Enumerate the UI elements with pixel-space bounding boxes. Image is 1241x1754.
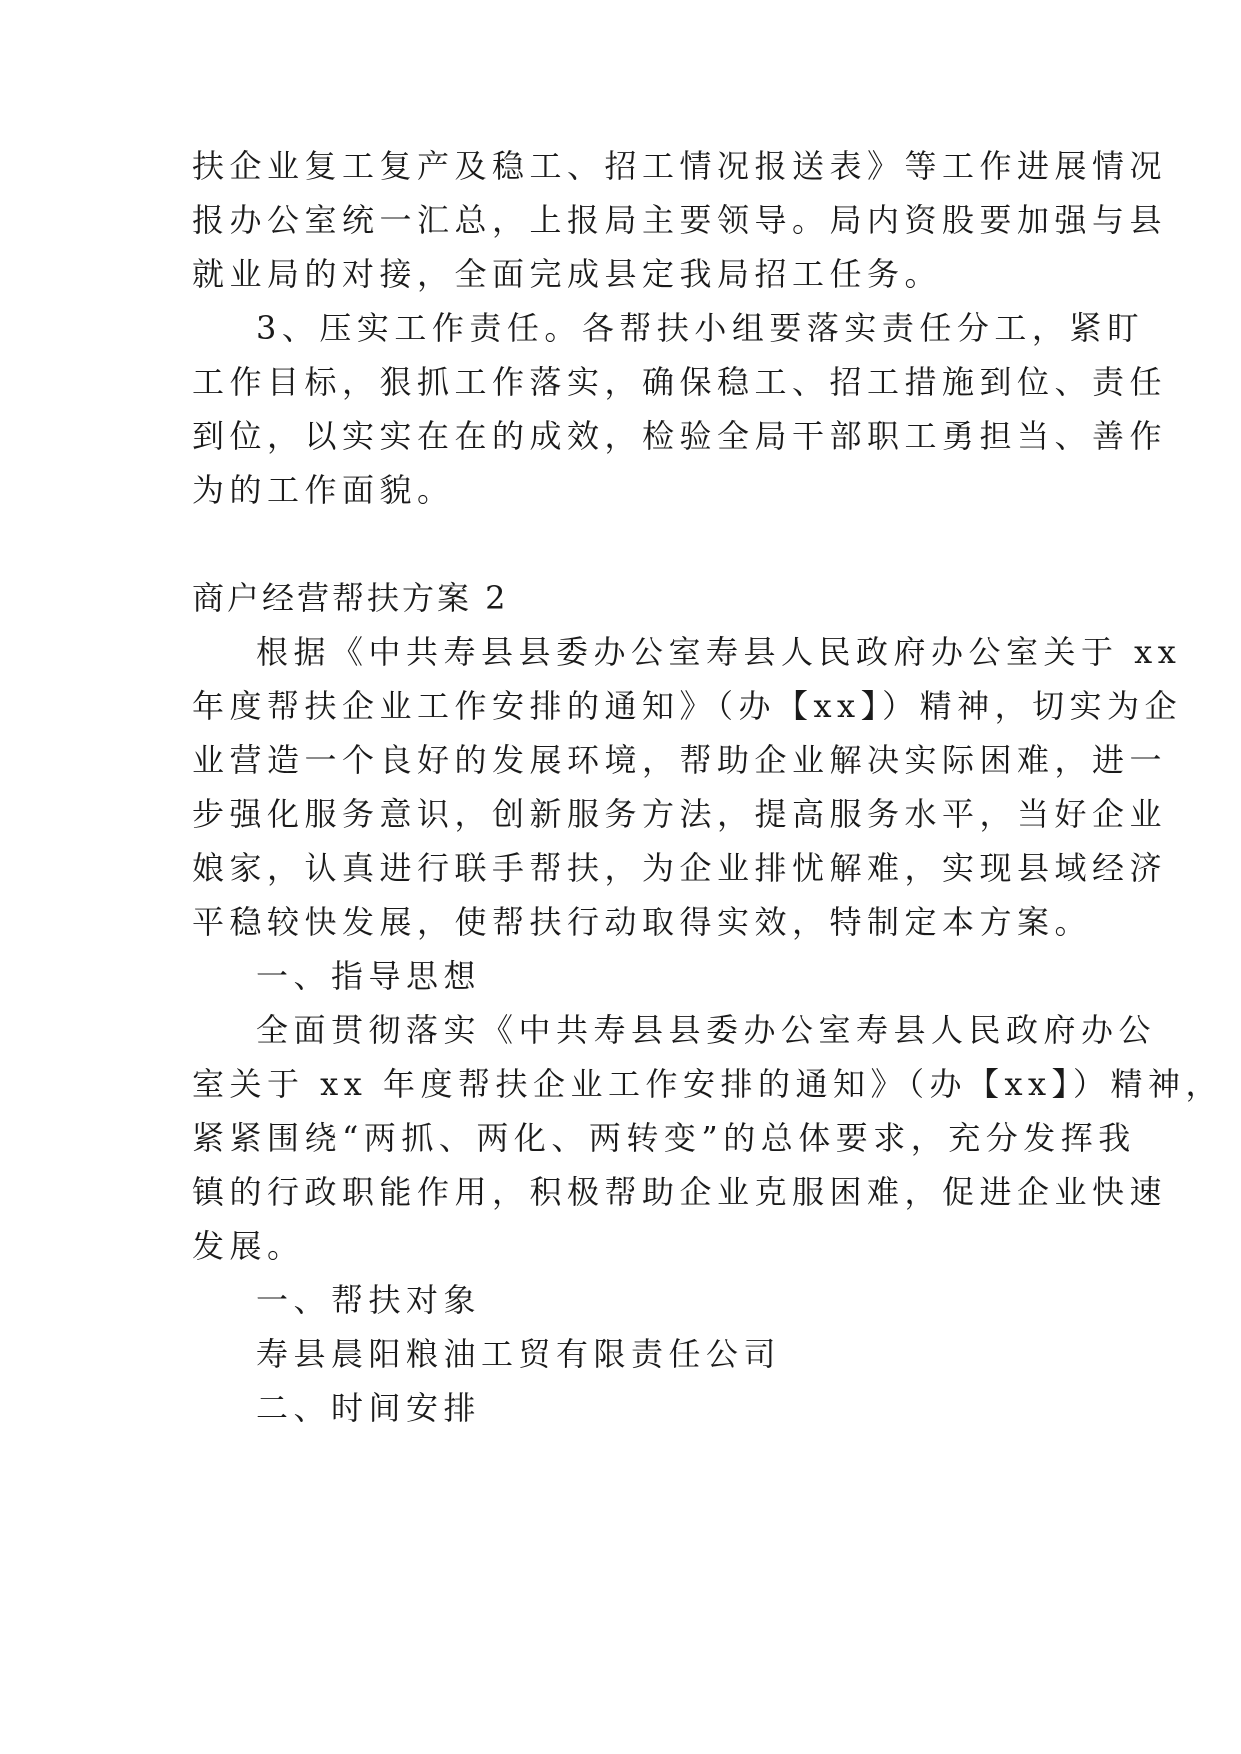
paragraph-line: 3、压实工作责任。各帮扶小组要落实责任分工，紧盯 — [256, 309, 1145, 347]
paragraph-line: 扶企业复工复产及稳工、招工情况报送表》等工作进展情况 — [192, 147, 1168, 185]
paragraph-line: 室关于 xx 年度帮扶企业工作安排的通知》（办【xx】）精神， — [192, 1065, 1224, 1103]
paragraph-line: 报办公室统一汇总，上报局主要领导。局内资股要加强与县 — [192, 201, 1168, 239]
paragraph-line: 工作目标，狠抓工作落实，确保稳工、招工措施到位、责任 — [192, 363, 1168, 401]
paragraph-line: 到位，以实实在在的成效，检验全局干部职工勇担当、善作 — [192, 417, 1168, 455]
paragraph-line: 为的工作面貌。 — [192, 471, 455, 509]
section-title: 商户经营帮扶方案 2 — [192, 579, 509, 617]
section-heading: 一、指导思想 — [256, 957, 482, 995]
paragraph-line: 平稳较快发展，使帮扶行动取得实效，特制定本方案。 — [192, 903, 1093, 941]
paragraph-line: 就业局的对接，全面完成县定我局招工任务。 — [192, 255, 943, 293]
paragraph-line: 镇的行政职能作用，积极帮助企业克服困难，促进企业快速 — [192, 1173, 1168, 1211]
section-heading: 一、帮扶对象 — [256, 1281, 482, 1319]
paragraph-line: 娘家，认真进行联手帮扶，为企业排忧解难，实现县域经济 — [192, 849, 1168, 887]
section-heading: 二、时间安排 — [256, 1389, 482, 1427]
paragraph-line: 步强化服务意识，创新服务方法，提高服务水平，当好企业 — [192, 795, 1168, 833]
paragraph-line: 发展。 — [192, 1227, 305, 1265]
paragraph-line: 全面贯彻落实《中共寿县县委办公室寿县人民政府办公 — [256, 1011, 1157, 1049]
target-company: 寿县晨阳粮油工贸有限责任公司 — [256, 1335, 782, 1373]
paragraph-line: 紧紧围绕“两抓、两化、两转变”的总体要求，充分发挥我 — [192, 1119, 1136, 1157]
paragraph-line: 业营造一个良好的发展环境，帮助企业解决实际困难，进一 — [192, 741, 1168, 779]
paragraph-line: 根据《中共寿县县委办公室寿县人民政府办公室关于 xx — [256, 633, 1182, 671]
paragraph-line: 年度帮扶企业工作安排的通知》（办【xx】）精神，切实为企 — [192, 687, 1183, 725]
